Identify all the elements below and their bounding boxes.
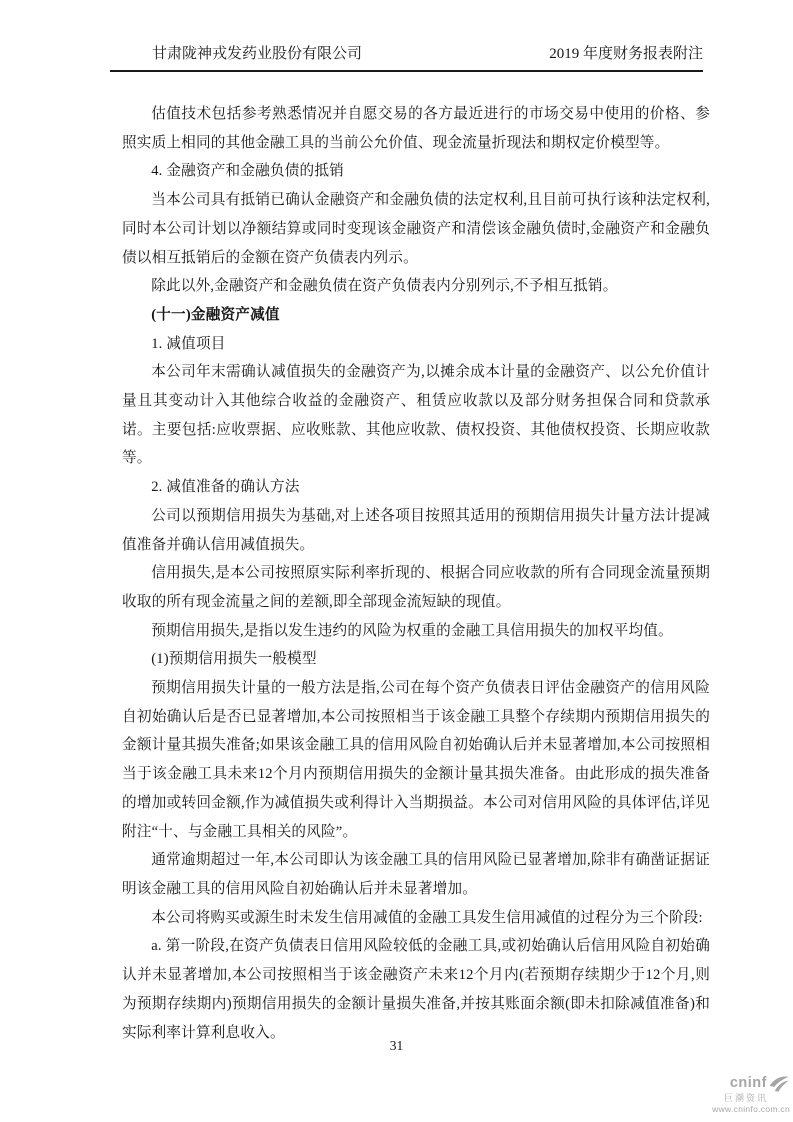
- paragraph: 当本公司具有抵销已确认金融资产和金融负债的法定权利,且目前可执行该种法定权利,同时本公司计划以净额结算或同时变现该金融资产和清偿该金融负债时,金融资产和金融负债以相互抵销后的金额在资产负债表内列示。: [122, 192, 710, 266]
- paragraph: 估值技术包括参考熟悉情况并自愿交易的各方最近进行的市场交易中使用的价格、参照实质上相同的其他金融工具的当前公允价值、现金流量折现法和期权定价模型等。: [122, 106, 710, 151]
- cninfo-brand-text: cninf: [729, 1075, 767, 1092]
- paragraph: 本公司年末需确认减值损失的金融资产为,以摊余成本计量的金融资产、以公允价值计量且其变动计入其他综合收益的金融资产、租赁应收款以及部分财务担保合同和贷款承诺。主要包括:应收票据、应收账款、其他应收款、债权投资、其他债权投资、长期应收款等。: [122, 364, 710, 467]
- cninfo-swirl-icon: [768, 1075, 790, 1092]
- cninfo-watermark: [712, 1075, 790, 1114]
- document-body: [122, 100, 710, 1047]
- header-company-name: 甘肃陇神戎发药业股份有限公司: [152, 46, 363, 62]
- paragraph: 4. 金融资产和金融负债的抵销: [151, 163, 344, 180]
- page-header: [110, 45, 703, 72]
- paragraph: 预期信用损失,是指以发生违约的风险为权重的金融工具信用损失的加权平均值。: [151, 622, 673, 639]
- paragraph: 信用损失,是本公司按照原实际利率折现的、根据合同应收款的所有合同现金流量预期收取的所有现金流量之间的差额,即全部现金流短缺的现值。: [122, 565, 710, 610]
- paragraph: 2. 减值准备的确认方法: [151, 479, 300, 496]
- cninfo-brand-row: [712, 1075, 790, 1092]
- header-doc-title: 2019 年度财务报表附注: [549, 46, 703, 62]
- paragraph: (十一)金融资产减值: [151, 306, 280, 323]
- paragraph: 本公司将购买或源生时未发生信用减值的金融工具发生信用减值的过程分为三个阶段:: [151, 909, 703, 926]
- paragraph: 除此以外,金融资产和金融负债在资产负债表内分别列示,不予相互抵销。: [151, 278, 618, 295]
- paragraph: 1. 减值项目: [151, 335, 226, 352]
- cninfo-url: www.cninfo.com.cn: [712, 1104, 790, 1114]
- paragraph: a. 第一阶段,在资产负债表日信用风险较低的金融工具,或初始确认后信用风险自初始确认并未显著增加,本公司按照相当于该金融资产未来12个月内(若预期存续期少于12个月,则为预期存续期内)预期信用损失的金额计量损失准备,并按其账面余额(即未扣除减值准备)和实际利率计算利息收入。: [122, 938, 710, 1041]
- paragraph: 公司以预期信用损失为基础,对上述各项目按照其适用的预期信用损失计量方法计提减值准备并确认信用减值损失。: [122, 507, 710, 553]
- paragraph: 通常逾期超过一年,本公司即认为该金融工具的信用风险已显著增加,除非有确凿证据证明该金融工具的信用风险自初始确认后并未显著增加。: [122, 852, 710, 897]
- cninfo-site-name: 巨潮资讯: [723, 1093, 768, 1103]
- paragraph: 预期信用损失计量的一般方法是指,公司在每个资产负债表日评估金融资产的信用风险自初始确认后是否已显著增加,本公司按照相当于该金融工具整个存续期内预期信用损失的金额计量其损失准备;如果该金融工具的信用风险自初始确认后并未显著增加,本公司按照相当于该金融工具未来12个月内预期信用损失的金额计量其损失准备。由此形成的损失准备的增加或转回金额,作为减值损失或利得计入当期损益。本公司对信用风险的具体评估,详见附注“十、与金融工具相关的风险”。: [122, 680, 710, 840]
- page-number: 31: [389, 1038, 404, 1053]
- paragraph: (1)预期信用损失一般模型: [151, 651, 317, 668]
